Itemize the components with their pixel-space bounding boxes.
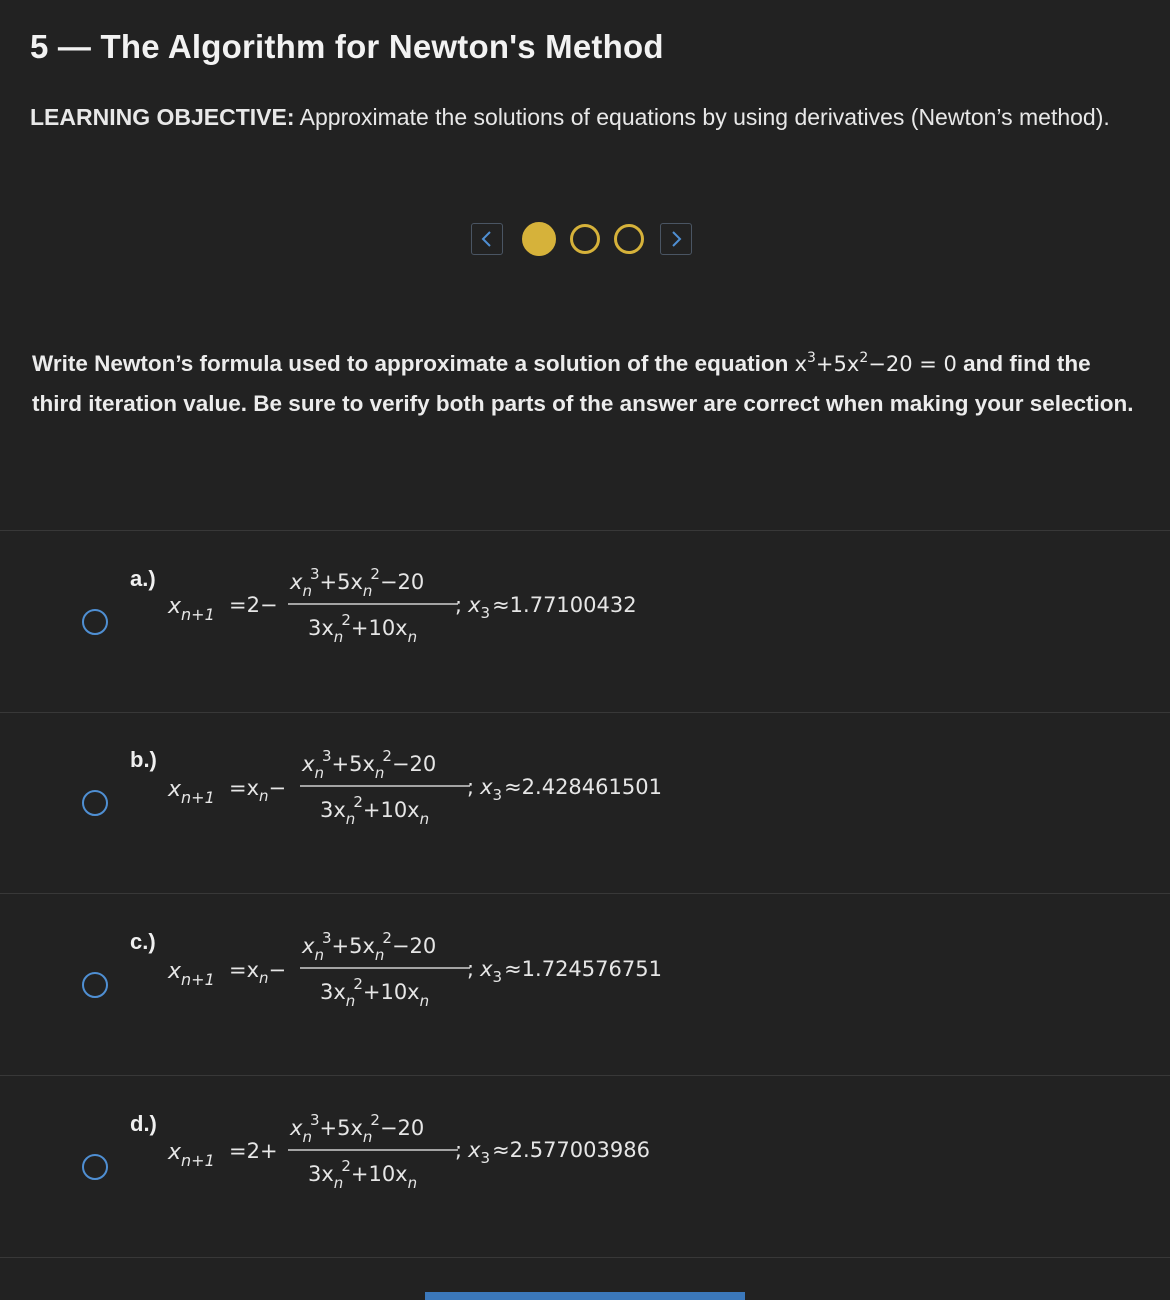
eq-exp2: 2 bbox=[859, 350, 869, 366]
lhs-sub: n+1 bbox=[181, 970, 215, 989]
approx-sign: ≈ bbox=[492, 593, 510, 617]
rhs-lead: =2+ bbox=[229, 1139, 278, 1163]
den-exp2: 2 bbox=[341, 1157, 351, 1175]
svg-text:;x3≈2.577003986 bbox=[455, 1138, 650, 1167]
approx-sign: ≈ bbox=[504, 957, 522, 981]
svg-text:xn3+5xn2−20 bbox=[289, 565, 424, 600]
x3-sub: 3 bbox=[480, 1149, 491, 1167]
eq-end: −20 = 0 bbox=[868, 352, 957, 376]
num-exp3: 3 bbox=[321, 929, 332, 947]
page-title: 5 — The Algorithm for Newton's Method bbox=[30, 28, 664, 65]
svg-text:3xn2+10xn bbox=[320, 793, 429, 828]
question-pager bbox=[471, 221, 692, 257]
svg-text:xn3+5xn2−20 bbox=[301, 747, 436, 782]
answer-value-c: 1.724576751 bbox=[521, 957, 662, 981]
question-equation bbox=[795, 352, 957, 376]
approx-sign: ≈ bbox=[504, 775, 522, 799]
svg-text:;x3≈2.428461501 bbox=[467, 775, 662, 804]
svg-text:xn+1 bbox=[167, 777, 215, 807]
svg-text:xn3+5xn2−20 bbox=[301, 929, 436, 964]
learning-objective bbox=[30, 100, 1130, 134]
svg-text:xn+1 bbox=[167, 959, 215, 989]
num-exp3: 3 bbox=[309, 1111, 320, 1129]
den-coef: 3x bbox=[320, 798, 346, 822]
chevron-left-icon bbox=[480, 229, 494, 249]
x3-sub: 3 bbox=[480, 604, 491, 622]
svg-text:;x3≈1.724576751 bbox=[467, 957, 662, 986]
page-dot-2[interactable] bbox=[570, 224, 600, 254]
num-mid: +5x bbox=[331, 752, 375, 776]
rhs-lead: =x bbox=[229, 776, 260, 800]
question-after: and find the third iteration value. Be sure to verify both parts of the answer are correct when making your selection. bbox=[32, 351, 1134, 416]
num-x: x bbox=[290, 1116, 303, 1140]
den-sub-n: n bbox=[345, 810, 356, 828]
eq-exp1: 3 bbox=[807, 350, 816, 366]
num-exp2: 2 bbox=[382, 929, 392, 947]
den-exp2: 2 bbox=[353, 975, 363, 993]
den-sub-n: n bbox=[333, 1174, 344, 1192]
num-exp3: 3 bbox=[309, 565, 320, 583]
den-mid: +10x bbox=[350, 616, 408, 640]
num-sub-n: n bbox=[374, 946, 385, 964]
den-mid: +10x bbox=[350, 1162, 408, 1186]
svg-text:xn+1 bbox=[167, 594, 215, 624]
divider bbox=[0, 1257, 1170, 1258]
svg-text:3xn2+10xn bbox=[308, 1157, 417, 1192]
den-sub-n: n bbox=[345, 992, 356, 1010]
num-x: x bbox=[302, 752, 315, 776]
answer-value-a: 1.77100432 bbox=[509, 593, 637, 617]
approx-sign: ≈ bbox=[492, 1138, 510, 1162]
svg-text:=xn−: $=x_n-$ bbox=[229, 776, 287, 805]
formula-b bbox=[0, 713, 1170, 893]
svg-text:3xn2+10xn bbox=[320, 975, 429, 1010]
formula-d bbox=[0, 1076, 1170, 1256]
page-dot-1[interactable] bbox=[522, 222, 556, 256]
lhs-sub: n+1 bbox=[181, 788, 215, 807]
answer-option-b[interactable] bbox=[0, 713, 1170, 893]
den-sub-n: n bbox=[407, 628, 418, 646]
rhs-sub-n: n bbox=[259, 787, 269, 805]
submit-button-edge[interactable] bbox=[425, 1292, 745, 1300]
num-mid: +5x bbox=[331, 934, 375, 958]
eq-mid: +5x bbox=[815, 352, 860, 376]
num-sub-n: n bbox=[374, 764, 385, 782]
option-label-b: b.) bbox=[130, 747, 157, 772]
den-exp2: 2 bbox=[353, 793, 363, 811]
den-sub-n: n bbox=[333, 628, 344, 646]
svg-text:;x3≈1.77100432 bbox=[455, 593, 637, 622]
den-mid: +10x bbox=[362, 798, 420, 822]
rhs-sub-n: n bbox=[259, 969, 269, 987]
num-sub-n: n bbox=[314, 764, 324, 782]
den-coef: 3x bbox=[320, 980, 346, 1004]
answer-value-b: 2.428461501 bbox=[521, 775, 662, 799]
lhs-sub: n+1 bbox=[181, 1151, 215, 1170]
option-label-a: a.) bbox=[130, 566, 156, 591]
num-end: −20 bbox=[379, 1116, 425, 1140]
den-mid: +10x bbox=[362, 980, 420, 1004]
answer-option-d[interactable] bbox=[0, 1076, 1170, 1256]
x3-x: x bbox=[468, 1138, 481, 1162]
svg-text:xn+1 bbox=[167, 1140, 215, 1170]
semicolon: ; bbox=[455, 1138, 463, 1162]
num-sub-n: n bbox=[362, 582, 373, 600]
svg-text:=xn−: $=x_n-$ bbox=[229, 958, 287, 987]
answer-option-a[interactable] bbox=[0, 531, 1170, 711]
num-sub-n: n bbox=[362, 1128, 373, 1146]
semicolon: ; bbox=[455, 593, 463, 617]
den-coef: 3x bbox=[308, 616, 334, 640]
x3-x: x bbox=[468, 593, 481, 617]
num-exp2: 2 bbox=[382, 747, 392, 765]
option-label-d: d.) bbox=[130, 1111, 157, 1136]
num-end: −20 bbox=[391, 934, 437, 958]
den-coef: 3x bbox=[308, 1162, 334, 1186]
num-x: x bbox=[290, 570, 303, 594]
lhs-x: x bbox=[168, 1140, 182, 1165]
num-sub-n: n bbox=[314, 946, 324, 964]
num-sub-n: n bbox=[302, 582, 312, 600]
prev-question-button[interactable] bbox=[471, 223, 503, 255]
answer-value-d: 2.577003986 bbox=[509, 1138, 650, 1162]
page-dot-3[interactable] bbox=[614, 224, 644, 254]
num-end: −20 bbox=[379, 570, 425, 594]
question-before: Write Newton’s formula used to approximate a solution of the equation bbox=[32, 351, 795, 376]
answer-option-c[interactable] bbox=[0, 894, 1170, 1074]
den-exp2: 2 bbox=[341, 611, 351, 629]
den-sub-n: n bbox=[419, 810, 430, 828]
svg-text:xn3+5xn2−20 bbox=[289, 1111, 424, 1146]
eq-x: x bbox=[794, 352, 807, 376]
chevron-right-icon bbox=[669, 229, 683, 249]
x3-x: x bbox=[480, 957, 493, 981]
den-sub-n: n bbox=[419, 992, 430, 1010]
num-x: x bbox=[302, 934, 315, 958]
next-question-button[interactable] bbox=[660, 223, 692, 255]
num-exp2: 2 bbox=[370, 1111, 380, 1129]
formula-c bbox=[0, 894, 1170, 1074]
rhs-lead: =x bbox=[229, 958, 260, 982]
lhs-x: x bbox=[168, 594, 182, 619]
lhs-x: x bbox=[168, 959, 182, 984]
question-text bbox=[32, 344, 1142, 424]
formula-a bbox=[0, 531, 1170, 711]
num-exp3: 3 bbox=[321, 747, 332, 765]
objective-label: LEARNING OBJECTIVE: bbox=[30, 104, 295, 130]
x3-sub: 3 bbox=[492, 786, 503, 804]
option-label-c: c.) bbox=[130, 929, 156, 954]
x3-sub: 3 bbox=[492, 968, 503, 986]
num-exp2: 2 bbox=[370, 565, 380, 583]
svg-text:3xn2+10xn bbox=[308, 611, 417, 646]
num-mid: +5x bbox=[319, 570, 363, 594]
semicolon: ; bbox=[467, 775, 475, 799]
x3-x: x bbox=[480, 775, 493, 799]
num-end: −20 bbox=[391, 752, 437, 776]
rhs-lead: =2− bbox=[229, 593, 278, 617]
num-mid: +5x bbox=[319, 1116, 363, 1140]
lhs-x: x bbox=[168, 777, 182, 802]
num-sub-n: n bbox=[302, 1128, 312, 1146]
den-sub-n: n bbox=[407, 1174, 418, 1192]
semicolon: ; bbox=[467, 957, 475, 981]
objective-text: Approximate the solutions of equations by using derivatives (Newton’s method). bbox=[294, 104, 1110, 130]
lhs-sub: n+1 bbox=[181, 605, 215, 624]
